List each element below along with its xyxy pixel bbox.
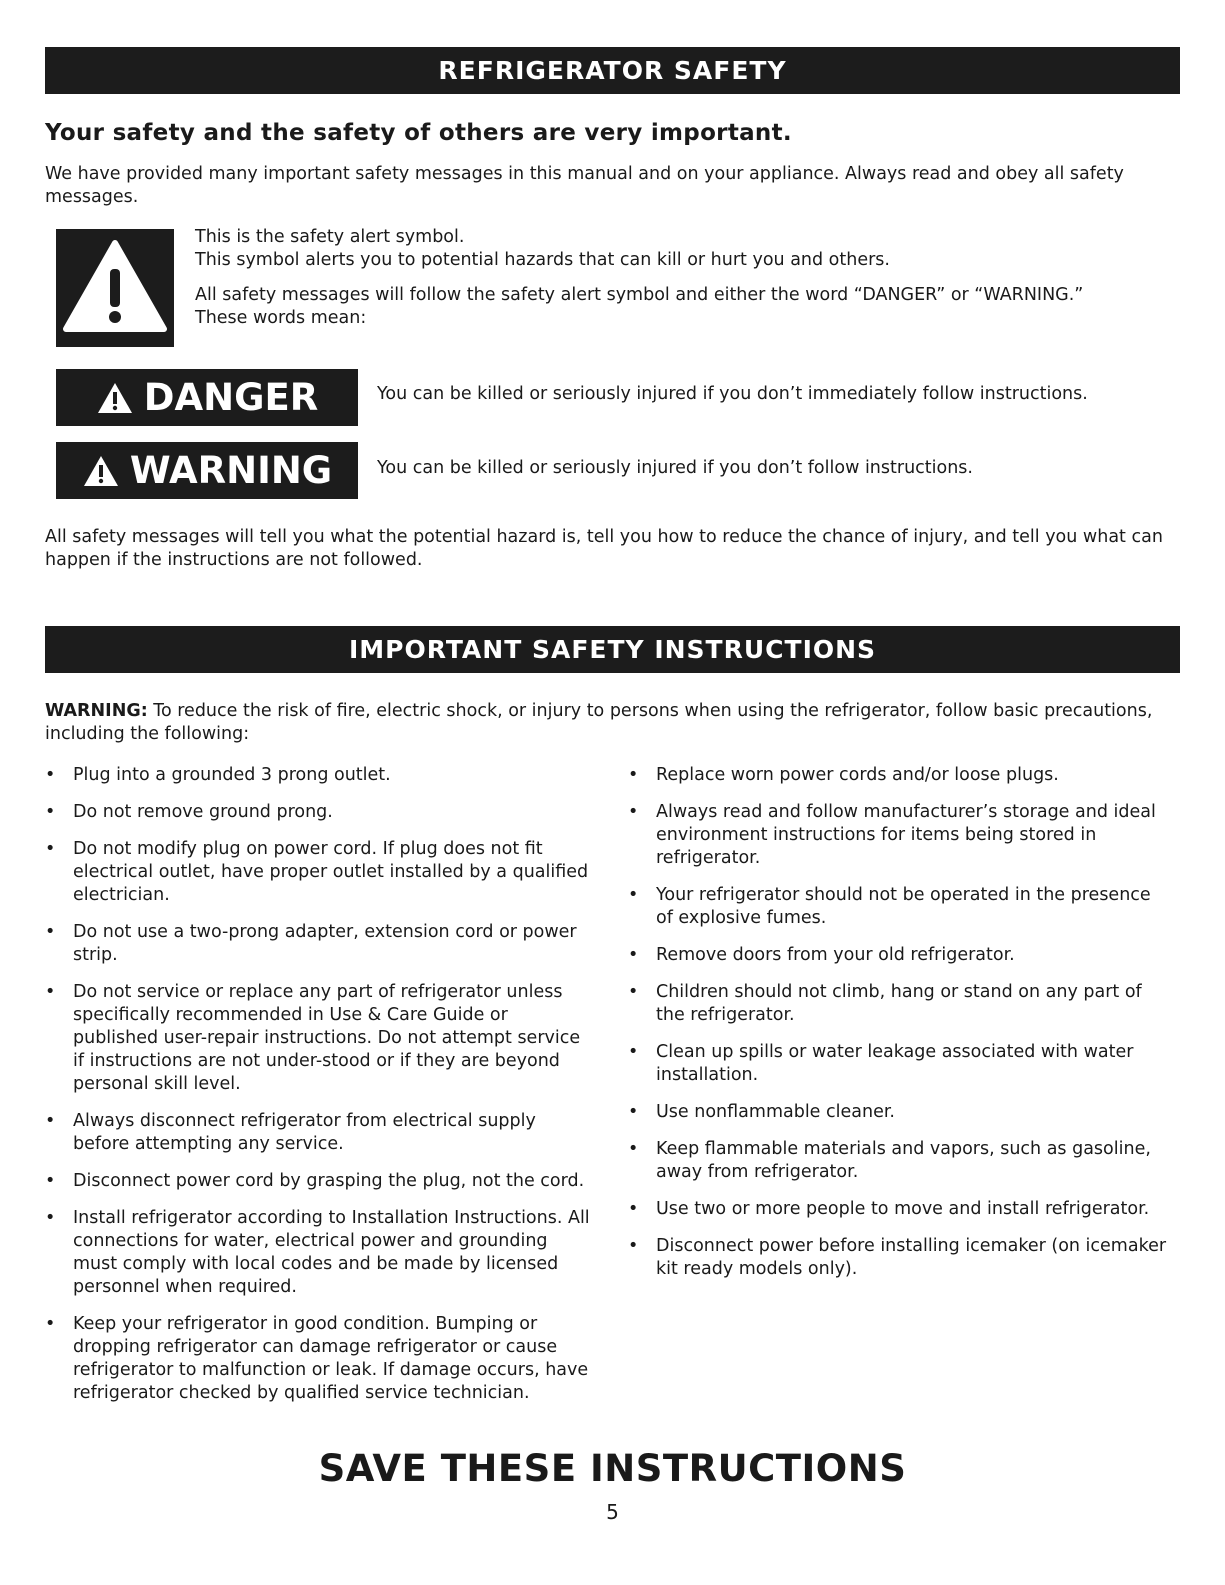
list-item: • Do not modify plug on power cord. If plug does not fit electrical outlet, have proper outlet installed by a qualified electrician. xyxy=(45,838,590,907)
safety-subheading: Your safety and the safety of others are very important. xyxy=(45,120,792,146)
safety-alert-symbol-icon xyxy=(56,229,174,347)
list-item: • Always disconnect refrigerator from electrical supply before attempting any service. xyxy=(45,1110,590,1156)
warning-lead: WARNING: xyxy=(45,701,148,721)
list-item: • Install refrigerator according to Installation Instructions. All connections for water, electrical power and grounding must comply with local codes and be made by licensed personnel when required. xyxy=(45,1207,590,1299)
list-item: • Do not remove ground prong. xyxy=(45,801,590,824)
section-header-refrigerator-safety: REFRIGERATOR SAFETY xyxy=(45,47,1180,94)
instructions-right-column xyxy=(628,764,1173,1295)
section-header-important-safety: IMPORTANT SAFETY INSTRUCTIONS xyxy=(45,626,1180,673)
alert-line-1: This is the safety alert symbol. xyxy=(195,227,465,247)
list-item: • Plug into a grounded 3 prong outlet. xyxy=(45,764,590,787)
warning-description: You can be killed or seriously injured if you don’t follow instructions. xyxy=(377,458,973,478)
list-item: • Your refrigerator should not be operated in the presence of explosive fumes. xyxy=(628,884,1173,930)
alert-line-3: All safety messages will follow the safety alert symbol and either the word “DANGER” or “WARNING.” xyxy=(195,285,1084,305)
all-messages-paragraph: All safety messages will tell you what the potential hazard is, tell you how to reduce the chance of injury, and tell you what can happen if the instructions are not followed. xyxy=(45,527,1163,570)
list-item: • Remove doors from your old refrigerator. xyxy=(628,944,1173,967)
list-item: • Do not service or replace any part of refrigerator unless specifically recommended in Use & Care Guide or published user-repair instructions. Do not attempt service if instructions are not under-stood or if they are beyond personal skill level. xyxy=(45,981,590,1096)
alert-symbol-explanation xyxy=(195,226,1185,330)
list-item: • Use nonflammable cleaner. xyxy=(628,1101,1173,1124)
warning-triangle-icon xyxy=(96,381,134,415)
list-item: • Replace worn power cords and/or loose plugs. xyxy=(628,764,1173,787)
intro-paragraph: We have provided many important safety messages in this manual and on your appliance. Always read and obey all safety messages. xyxy=(45,164,1124,207)
list-item: • Do not use a two-prong adapter, extension cord or power strip. xyxy=(45,921,590,967)
list-item: • Disconnect power before installing icemaker (on icemaker kit ready models only). xyxy=(628,1235,1173,1281)
list-item: • Always read and follow manufacturer’s storage and ideal environment instructions for items being stored in refrigerator. xyxy=(628,801,1173,870)
save-instructions-footer: SAVE THESE INSTRUCTIONS xyxy=(318,1447,907,1490)
list-item: • Clean up spills or water leakage associated with water installation. xyxy=(628,1041,1173,1087)
warning-triangle-icon xyxy=(82,454,120,488)
list-item: • Keep flammable materials and vapors, such as gasoline, away from refrigerator. xyxy=(628,1138,1173,1184)
alert-line-4: These words mean: xyxy=(195,308,367,328)
instructions-left-column xyxy=(45,764,590,1419)
danger-signal-label xyxy=(56,369,358,426)
list-item: • Disconnect power cord by grasping the plug, not the cord. xyxy=(45,1170,590,1193)
warning-word: WARNING xyxy=(129,449,333,492)
list-item: • Use two or more people to move and install refrigerator. xyxy=(628,1198,1173,1221)
danger-description: You can be killed or seriously injured if you don’t immediately follow instructions. xyxy=(377,384,1088,404)
warning-signal-label xyxy=(56,442,358,499)
warning-intro-paragraph xyxy=(45,700,1185,746)
warning-intro-text: To reduce the risk of fire, electric shock, or injury to persons when using the refrigerator, follow basic precautions, including the following: xyxy=(45,701,1153,744)
page-number: 5 xyxy=(606,1500,619,1524)
danger-word: DANGER xyxy=(143,376,319,419)
list-item: • Keep your refrigerator in good condition. Bumping or dropping refrigerator can damage refrigerator or cause refrigerator to malfunction or leak. If damage occurs, have refrigerator checked by qualified service technician. xyxy=(45,1313,590,1405)
alert-line-2: This symbol alerts you to potential hazards that can kill or hurt you and others. xyxy=(195,250,890,270)
list-item: • Children should not climb, hang or stand on any part of the refrigerator. xyxy=(628,981,1173,1027)
